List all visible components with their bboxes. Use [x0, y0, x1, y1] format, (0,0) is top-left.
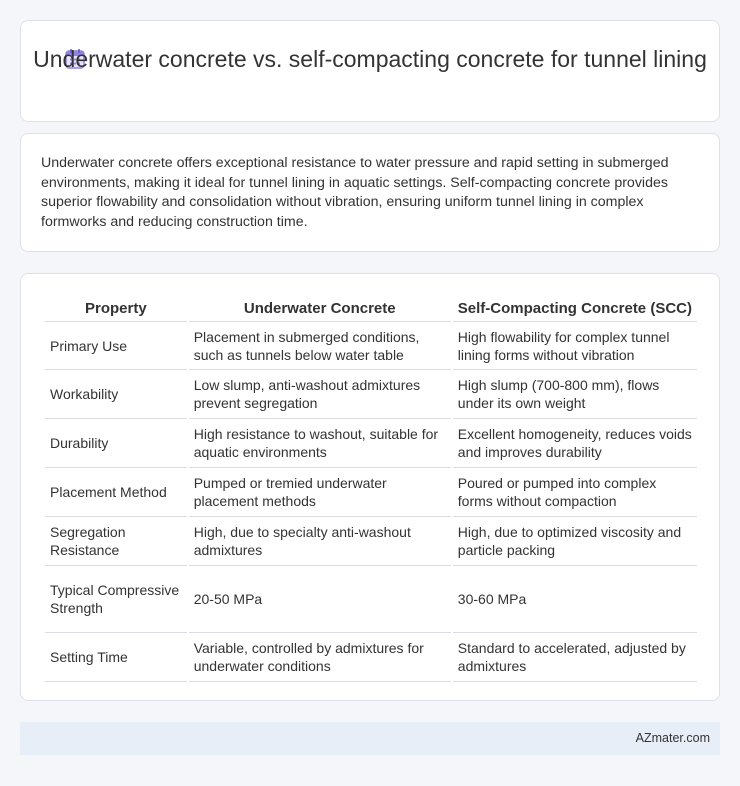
- table-row: [45, 419, 697, 468]
- intro-card: [20, 133, 720, 252]
- cell-scc: High slump (700-800 mm), flows under its own weight: [453, 370, 697, 419]
- cell-property: Workability: [45, 370, 187, 419]
- cell-underwater: Low slump, anti-washout admixtures prevent segregation: [189, 370, 451, 419]
- table-row: [45, 517, 697, 566]
- table-row: [45, 468, 697, 517]
- footer-site-link[interactable]: AZmater.com: [635, 731, 710, 745]
- table-row: [45, 370, 697, 419]
- header-underwater: Underwater Concrete: [189, 296, 451, 322]
- cell-property: Typical Compressive Strength: [45, 566, 187, 633]
- table-row: [45, 633, 697, 682]
- cell-underwater: High resistance to washout, suitable for aquatic environments: [189, 419, 451, 468]
- cell-scc: Excellent homogeneity, reduces voids and improves durability: [453, 419, 697, 468]
- comparison-table: [43, 296, 699, 682]
- footer: [20, 722, 720, 755]
- cell-underwater: Placement in submerged conditions, such as tunnels below water table: [189, 322, 451, 370]
- cell-underwater: 20-50 MPa: [189, 566, 451, 633]
- cell-property: Primary Use: [45, 322, 187, 370]
- cell-scc: High flowability for complex tunnel lining forms without vibration: [453, 322, 697, 370]
- comparison-table-card: [20, 273, 720, 701]
- cell-property: Setting Time: [45, 633, 187, 682]
- cell-underwater: High, due to specialty anti-washout admixtures: [189, 517, 451, 566]
- cell-underwater: Variable, controlled by admixtures for underwater conditions: [189, 633, 451, 682]
- cell-scc: Poured or pumped into complex forms without compaction: [453, 468, 697, 517]
- cell-scc: High, due to optimized viscosity and particle packing: [453, 517, 697, 566]
- intro-paragraph: Underwater concrete offers exceptional resistance to water pressure and rapid setting in submerged environments, making it ideal for tunnel lining in aquatic settings. Self-compacting concrete provides superior flowability and consolidation without vibration, ensuring uniform tunnel lining in complex formworks and reducing construction time.: [41, 155, 669, 230]
- cell-scc: 30-60 MPa: [453, 566, 697, 633]
- cell-property: Durability: [45, 419, 187, 468]
- table-row: [45, 322, 697, 370]
- header-scc: Self-Compacting Concrete (SCC): [453, 296, 697, 322]
- table-row: [45, 566, 697, 633]
- cell-underwater: Pumped or tremied underwater placement methods: [189, 468, 451, 517]
- header-property: Property: [45, 296, 187, 322]
- cell-property: Segregation Resistance: [45, 517, 187, 566]
- cell-property: Placement Method: [45, 468, 187, 517]
- cell-scc: Standard to accelerated, adjusted by admixtures: [453, 633, 697, 682]
- title-card: [20, 20, 720, 122]
- page-title: Underwater concrete vs. self-compacting concrete for tunnel lining: [33, 46, 707, 72]
- table-header-row: [45, 296, 697, 322]
